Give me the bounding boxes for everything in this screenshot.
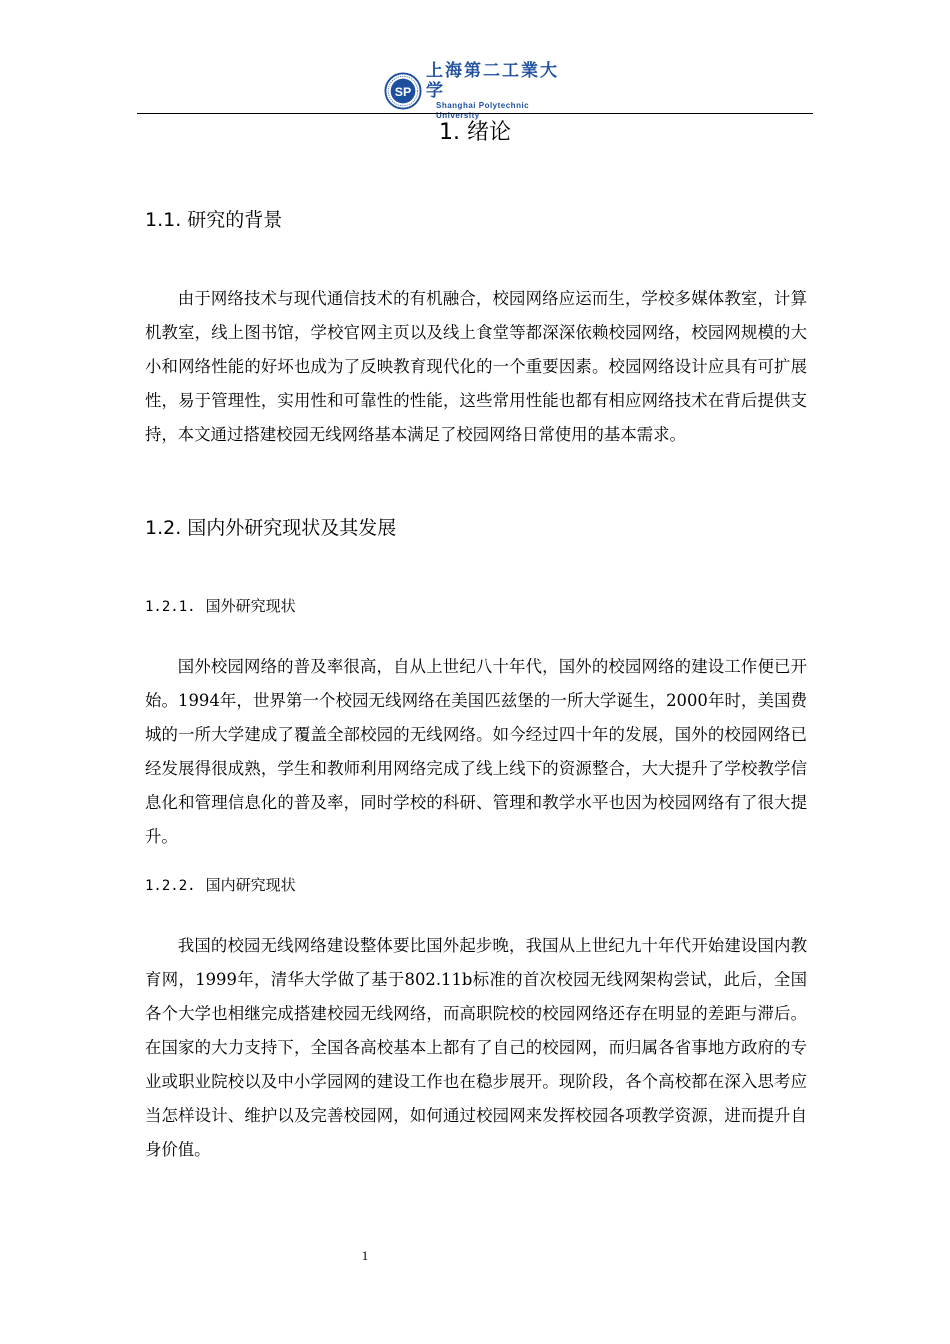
- logo-english-name: Shanghai Polytechnic University: [436, 101, 530, 120]
- university-logo: [384, 61, 574, 120]
- subsection-number: 1.2.1.: [145, 599, 196, 615]
- page-header: [0, 61, 950, 120]
- header-divider: [137, 113, 813, 114]
- subsection-title: 国外研究现状: [205, 597, 296, 615]
- section-heading-research-status: 1.2. 国内外研究现状及其发展: [145, 517, 397, 539]
- subsection-heading-foreign: [145, 594, 296, 619]
- logo-chinese-name: 上海第二工業大学: [426, 61, 559, 101]
- university-seal-icon: [384, 72, 422, 110]
- subsection-heading-domestic: [145, 873, 296, 898]
- subsection-title: 国内研究现状: [205, 876, 296, 894]
- page-number: 1: [361, 1248, 369, 1263]
- section-heading-background: 1.1. 研究的背景: [145, 209, 283, 231]
- paragraph-domestic-status: 我国的校园无线网络建设整体要比国外起步晚，我国从上世纪九十年代开始建设国内教育网，1999年，清华大学做了基于802.11b标准的首次校园无线网架构尝试，此后，全国各个大学也相继完成搭建校园无线网络，而高职院校的校园网络还存在明显的差距与滞后。在国家的大力支持下，全国各高校基本上都有了自己的校园网，而归属各省事地方政府的专业或职业院校以及中小学园网的建设工作也在稳步展开。现阶段，各个高校都在深入思考应当怎样设计、维护以及完善校园网，如何通过校园网来发挥校园各项教学资源，进而提升自身价值。: [145, 936, 807, 1159]
- seal-letters: SP: [394, 84, 412, 99]
- paragraph-background: 由于网络技术与现代通信技术的有机融合，校园网络应运而生，学校多媒体教室，计算机教室，线上图书馆，学校官网主页以及线上食堂等都深深依赖校园网络，校园网规模的大小和网络性能的好坏也成为了反映教育现代化的一个重要因素。校园网络设计应具有可扩展性，易于管理性，实用性和可靠性的性能，这些常用性能也都有相应网络技术在背后提供支持，本文通过搭建校园无线网络基本满足了校园网络日常使用的基本需求。: [145, 289, 807, 444]
- chapter-title: 1. 绪论: [439, 120, 511, 145]
- paragraph-foreign-status: 国外校园网络的普及率很高，自从上世纪八十年代，国外的校园网络的建设工作便已开始。1994年，世界第一个校园无线网络在美国匹兹堡的一所大学诞生，2000年时，美国费城的一所大学建成了覆盖全部校园的无线网络。如今经过四十年的发展，国外的校园网络已经发展得很成熟，学生和教师利用网络完成了线上线下的资源整合，大大提升了学校教学信息化和管理信息化的普及率，同时学校的科研、管理和教学水平也因为校园网络有了很大提升。: [145, 657, 807, 846]
- subsection-number: 1.2.2.: [145, 878, 196, 894]
